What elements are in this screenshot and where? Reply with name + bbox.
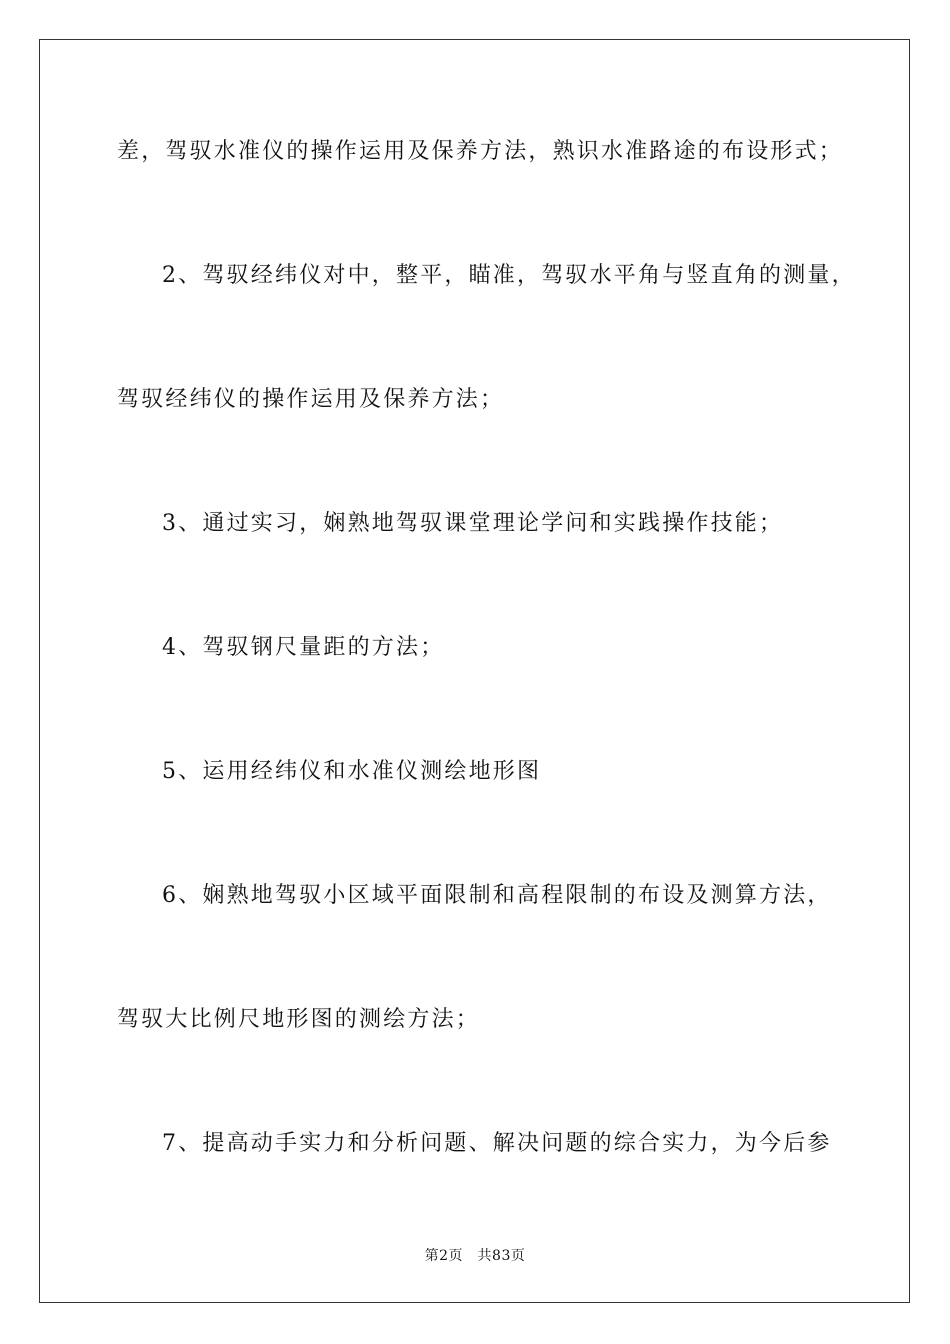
page-frame — [39, 39, 910, 1303]
text-line-5: 4、驾驭钢尺量距的方法； — [162, 635, 445, 660]
text-line-4: 3、通过实习，娴熟地驾驭课堂理论学问和实践操作技能； — [162, 511, 784, 536]
text-line-6: 5、运用经纬仪和水准仪测绘地形图 — [162, 759, 542, 784]
page-footer: 第2页 共83页 — [424, 1248, 526, 1264]
text-line-3: 驾驭经纬仪的操作运用及保养方法； — [117, 387, 505, 412]
text-line-2: 2、驾驭经纬仪对中，整平，瞄准，驾驭水平角与竖直角的测量， — [162, 263, 856, 288]
text-line-9: 7、提高动手实力和分析问题、解决问题的综合实力，为今后参 — [162, 1131, 832, 1156]
text-line-8: 驾驭大比例尺地形图的测绘方法； — [117, 1007, 481, 1032]
text-line-1: 差，驾驭水准仪的操作运用及保养方法，熟识水准路途的布设形式； — [117, 139, 844, 164]
text-line-7: 6、娴熟地驾驭小区域平面限制和高程限制的布设及测算方法， — [162, 883, 832, 908]
